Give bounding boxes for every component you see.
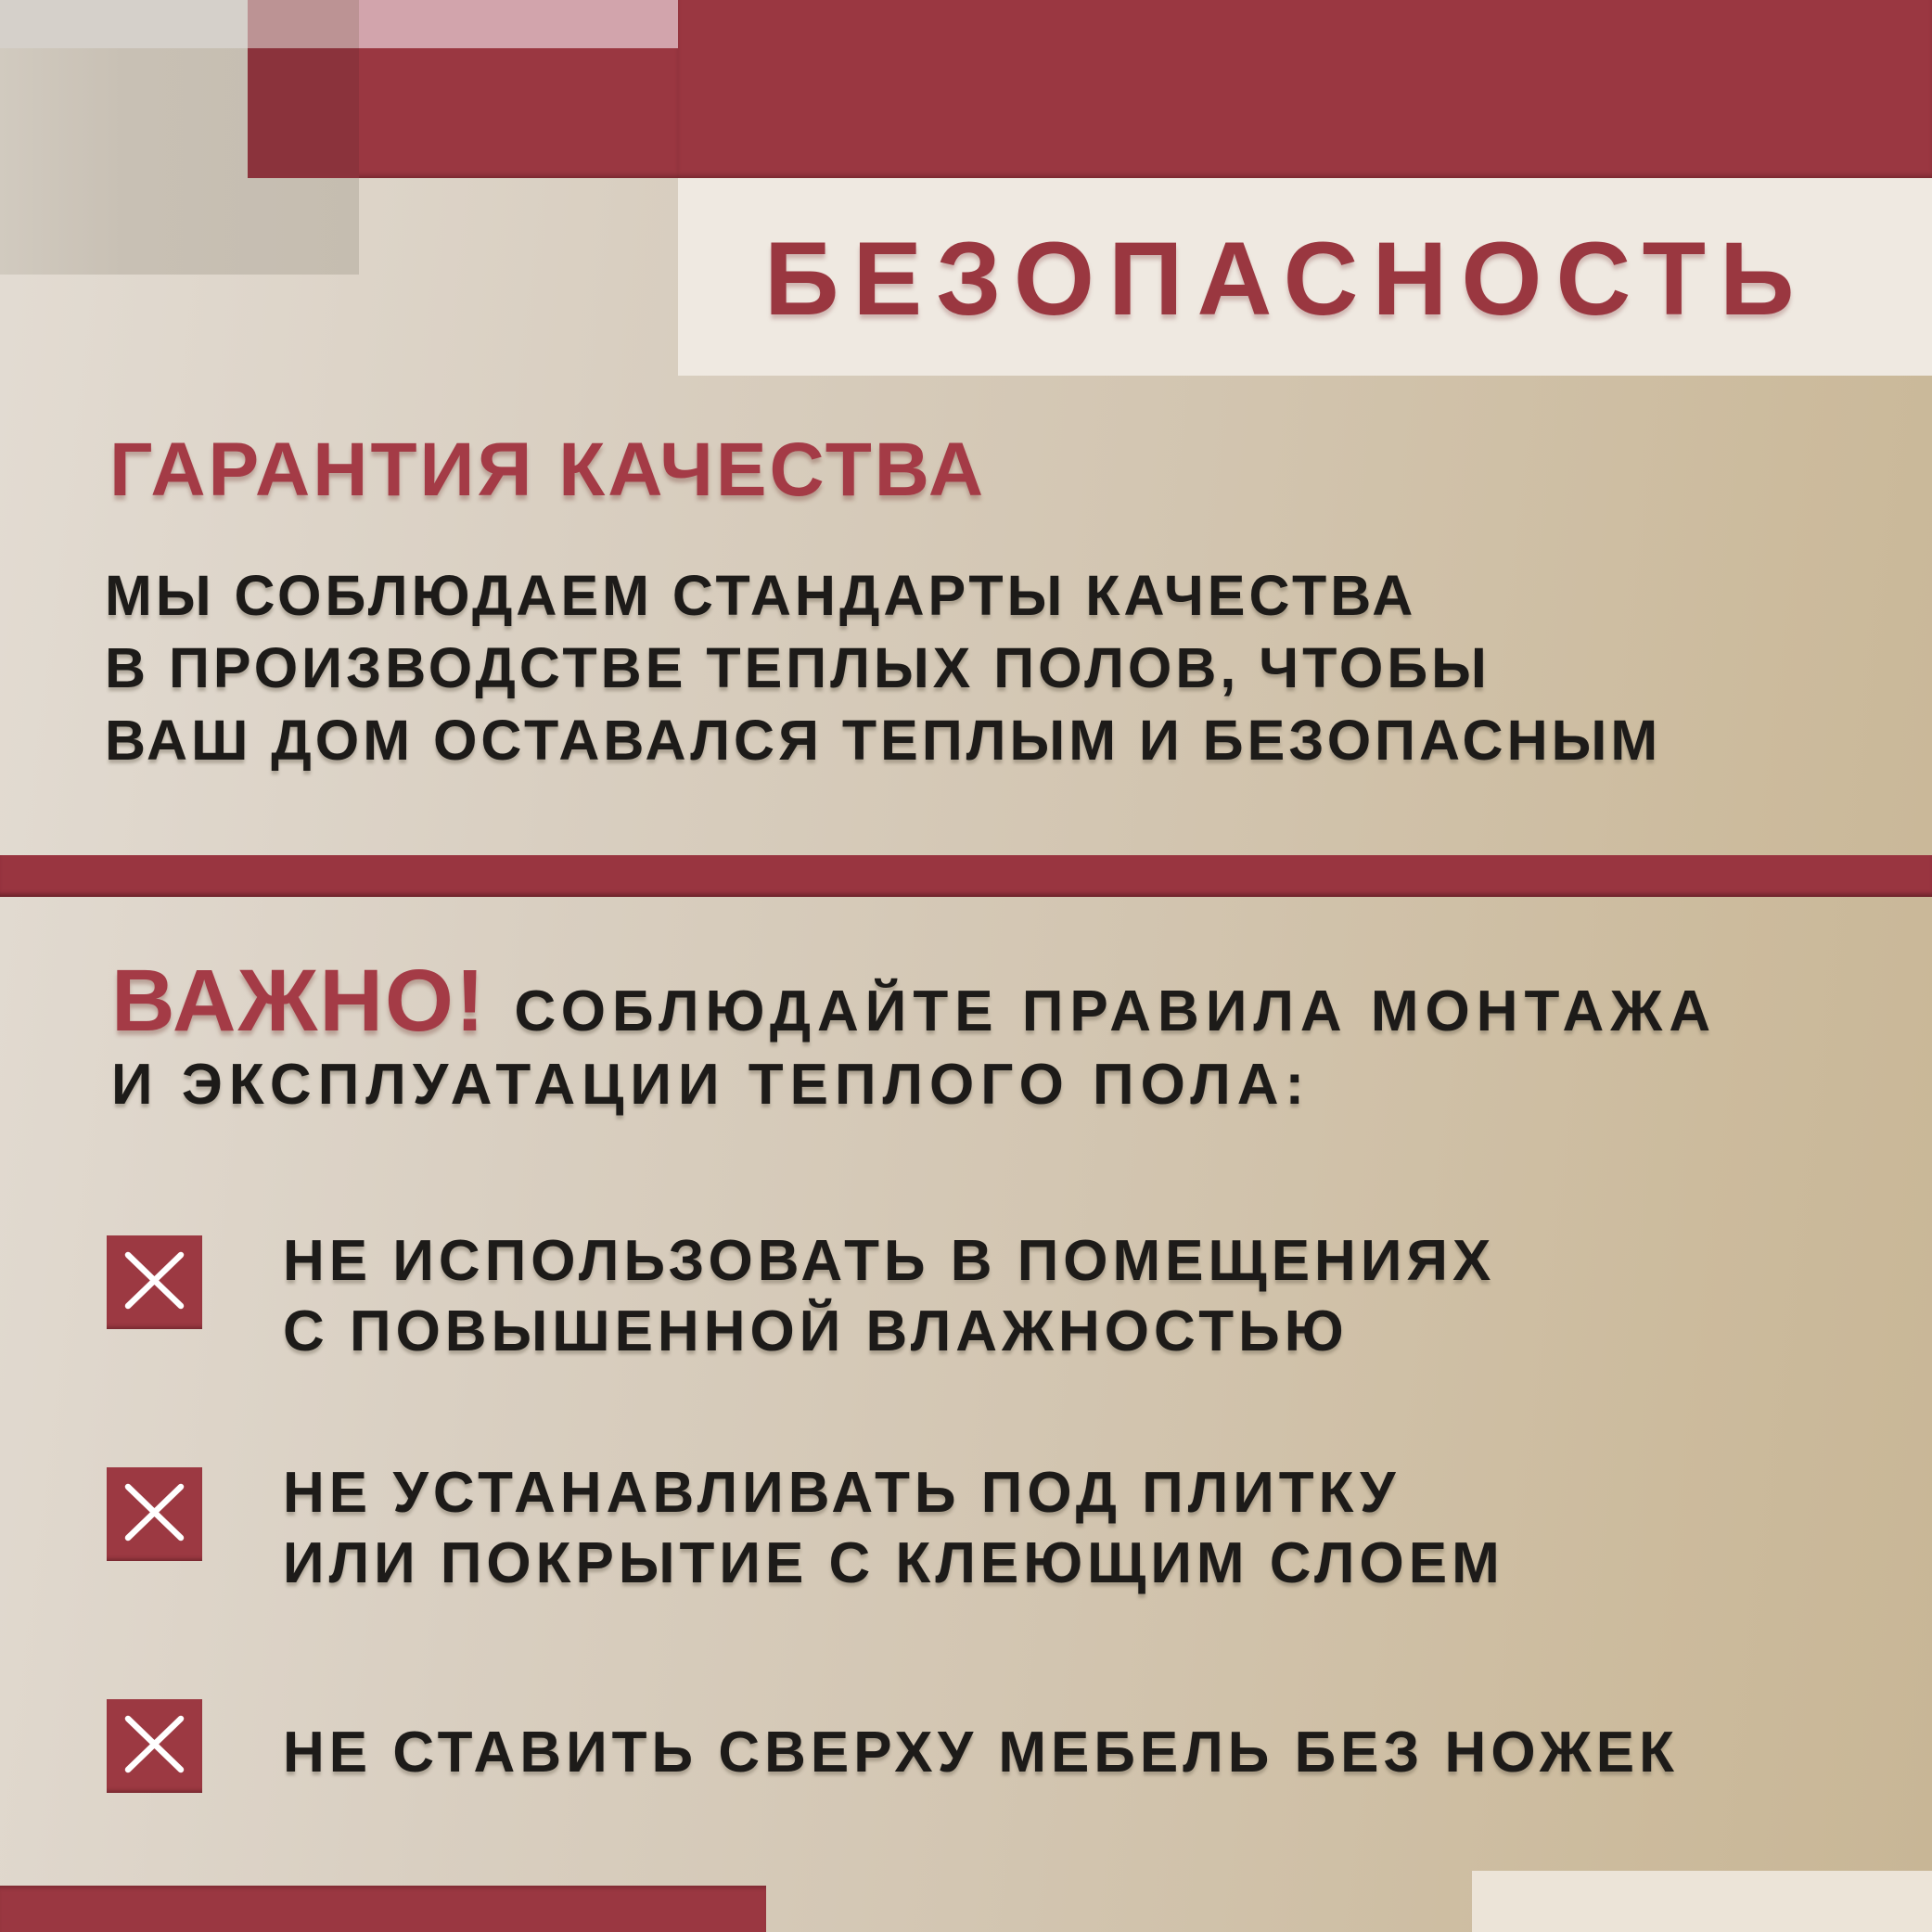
- quality-heading: ГАРАНТИЯ КАЧЕСТВА: [109, 428, 987, 512]
- rule-item-2-marker: [107, 1467, 202, 1561]
- rule-item-1: [283, 1226, 1495, 1367]
- important-notice: [111, 952, 1718, 1050]
- deco-bottom-red-bar: [0, 1886, 766, 1932]
- x-mark-icon: [107, 1235, 202, 1329]
- quality-paragraph: [105, 559, 1661, 776]
- important-label: ВАЖНО!: [111, 952, 487, 1050]
- x-mark-icon: [107, 1699, 202, 1793]
- rule-item-3-marker: [107, 1699, 202, 1793]
- important-text-line-1: СОБЛЮДАЙТЕ ПРАВИЛА МОНТАЖА: [514, 979, 1718, 1043]
- rule-item-3-line-1: НЕ СТАВИТЬ СВЕРХУ МЕБЕЛЬ БЕЗ НОЖЕК: [283, 1721, 1679, 1785]
- rule-item-2-line-2: ИЛИ ПОКРЫТИЕ С КЛЕЮЩИМ СЛОЕМ: [283, 1531, 1504, 1595]
- quality-line-2: В ПРОИЗВОДСТВЕ ТЕПЛЫХ ПОЛОВ, ЧТОБЫ: [105, 636, 1491, 699]
- rule-item-2-line-1: НЕ УСТАНАВЛИВАТЬ ПОД ПЛИТКУ: [283, 1461, 1401, 1525]
- page-title: БЕЗОПАСНОСТЬ: [764, 221, 1809, 337]
- red-divider-bar: [0, 855, 1932, 897]
- rule-item-1-line-1: НЕ ИСПОЛЬЗОВАТЬ В ПОМЕЩЕНИЯХ: [283, 1229, 1496, 1293]
- important-text-line-2: И ЭКСПЛУАТАЦИИ ТЕПЛОГО ПОЛА:: [111, 1053, 1311, 1117]
- x-mark-icon: [107, 1467, 202, 1561]
- deco-gray-strip: [0, 0, 248, 48]
- quality-line-3: ВАШ ДОМ ОСТАВАЛСЯ ТЕПЛЫМ И БЕЗОПАСНЫМ: [105, 709, 1662, 772]
- deco-pink-strip: [359, 0, 678, 48]
- deco-red-band: [678, 0, 1932, 178]
- deco-red-overlap: [248, 48, 359, 178]
- rule-item-1-line-2: С ПОВЫШЕННОЙ ВЛАЖНОСТЬЮ: [283, 1299, 1349, 1363]
- rule-item-1-marker: [107, 1235, 202, 1329]
- quality-line-1: МЫ СОБЛЮДАЕМ СТАНДАРТЫ КАЧЕСТВА: [105, 564, 1417, 627]
- deco-bottom-cream-square: [1472, 1871, 1932, 1932]
- deco-mauve-strip: [248, 0, 359, 48]
- rule-item-3: [283, 1718, 1679, 1788]
- rule-item-2: [283, 1458, 1504, 1599]
